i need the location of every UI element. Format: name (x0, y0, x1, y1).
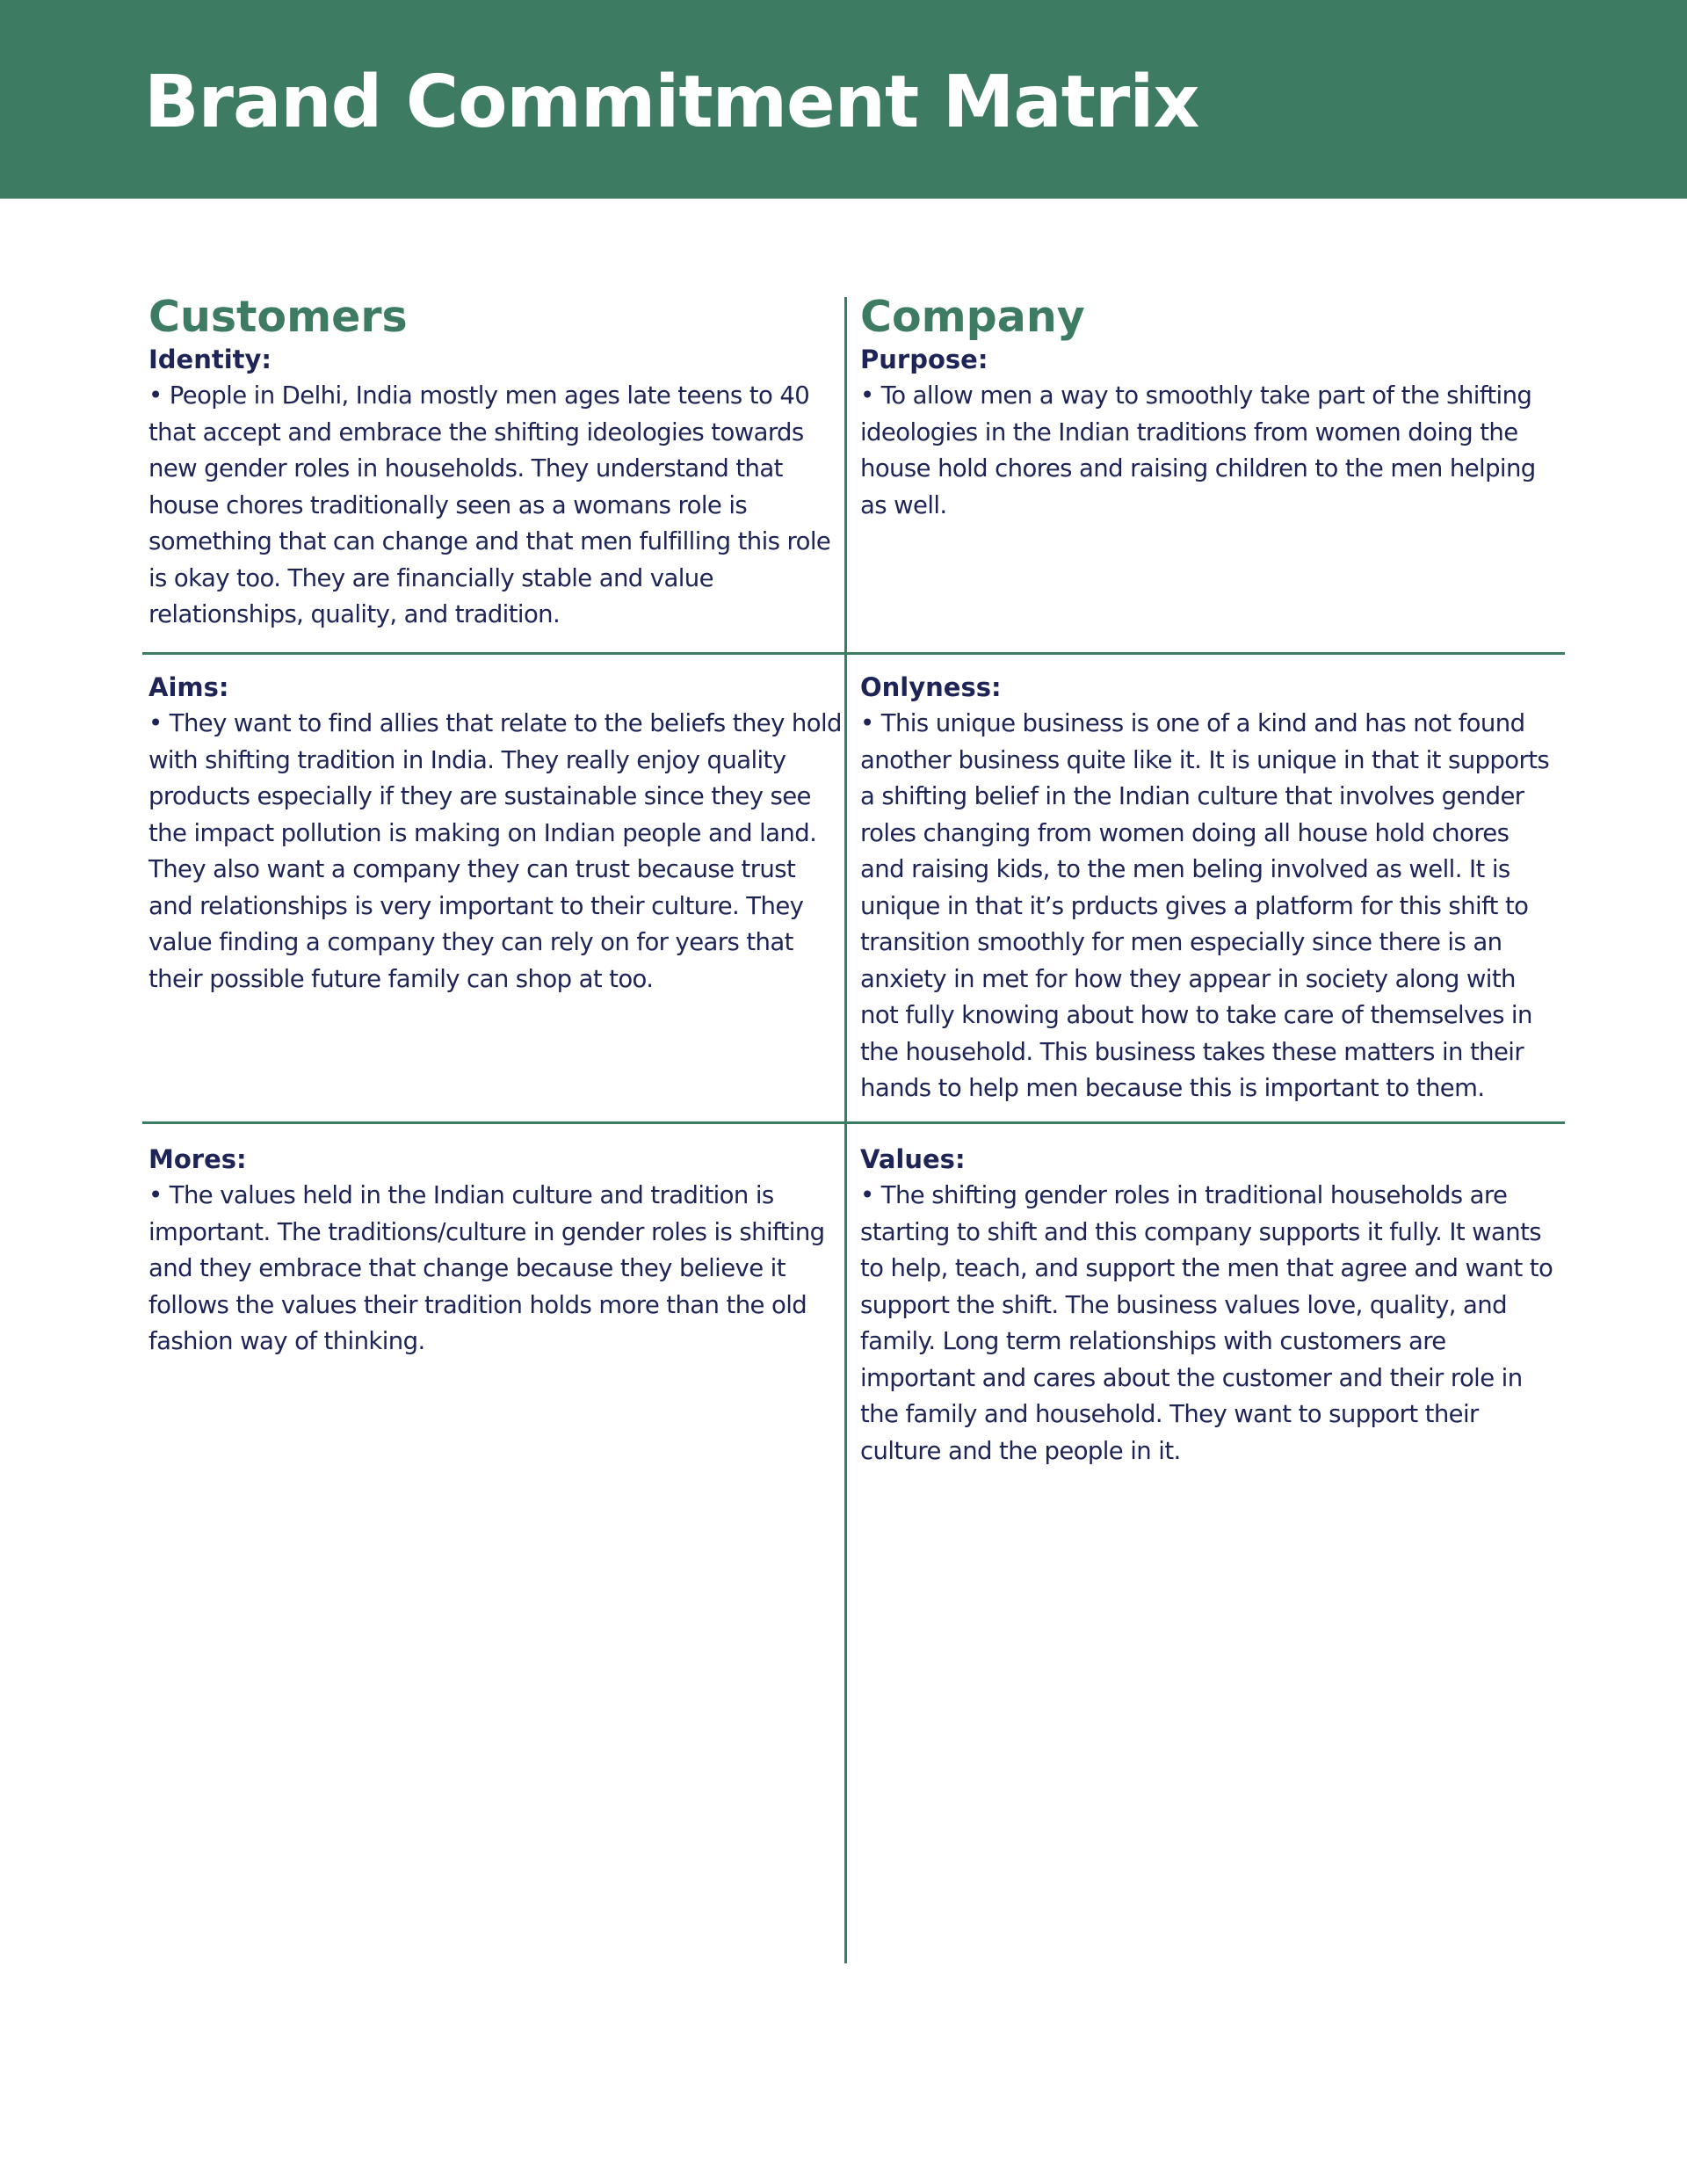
aims-label: Aims: (148, 672, 229, 702)
onlyness-text: • This unique business is one of a kind and has not found another business quite like it. It is unique in that it supports a shifting belief in the Indian culture that involves gender roles changing from women doing all house hold chores and raising kids, to the men beling involved as well. It is unique in that it’s prducts gives a platform for this shift to transition smoothly for men especially since there is an anxiety in met for how they appear in society along with not fully knowing about how to take care of themselves in the household. This business takes these matters in their hands to help men because this is important to them. (860, 709, 1550, 1102)
mores-label: Mores: (148, 1144, 247, 1174)
title-banner (0, 0, 1687, 199)
mores-text: • The values held in the Indian culture and tradition is important. The traditions/culture in gender roles is shifting and they embrace that change because they believe it follows the values their tradition holds more than the old fashion way of thinking. (148, 1181, 825, 1355)
column-divider (844, 297, 847, 1963)
aims-cell (148, 670, 843, 998)
identity-label: Identity: (148, 345, 272, 374)
values-text: • The shifting gender roles in traditional households are starting to shift and this company supports it fully. It wants to help, teach, and support the men that agree and want to support the shift. The business values love, quality, and family. Long term relationships with customers are important and cares about the customer and their role in the family and household. They want to support their culture and the people in it. (860, 1181, 1553, 1465)
page-title: Brand Commitment Matrix (144, 61, 1199, 144)
identity-cell (148, 342, 843, 634)
mores-cell (148, 1142, 843, 1360)
company-column-heading: Company (860, 292, 1085, 342)
row-divider-1 (142, 652, 1565, 655)
customers-column-heading: Customers (148, 292, 408, 342)
purpose-label: Purpose: (860, 345, 988, 374)
values-label: Values: (860, 1144, 966, 1174)
purpose-text: • To allow men a way to smoothly take part of the shifting ideologies in the Indian traditions from women doing the house hold chores and raising children to the men helping as well. (860, 381, 1536, 519)
identity-text: • People in Delhi, India mostly men ages late teens to 40 that accept and embrace the shifting ideologies towards new gender roles in households. They understand that house chores traditionally seen as a womans role is something that can change and that men fulfilling this role is okay too. They are financially stable and value relationships, quality, and tradition. (148, 381, 831, 628)
row-divider-2 (142, 1121, 1565, 1124)
values-cell (860, 1142, 1554, 1469)
onlyness-label: Onlyness: (860, 672, 1002, 702)
purpose-cell (860, 342, 1554, 524)
onlyness-cell (860, 670, 1554, 1107)
aims-text: • They want to find allies that relate to the beliefs they hold with shifting tradition in India. They really enjoy quality products especially if they are sustainable since they see the impact pollution is making on Indian people and land. They also want a company they can trust because trust and relationships is very important to their culture. They value finding a company they can rely on for years that their possible future family can shop at too. (148, 709, 842, 993)
